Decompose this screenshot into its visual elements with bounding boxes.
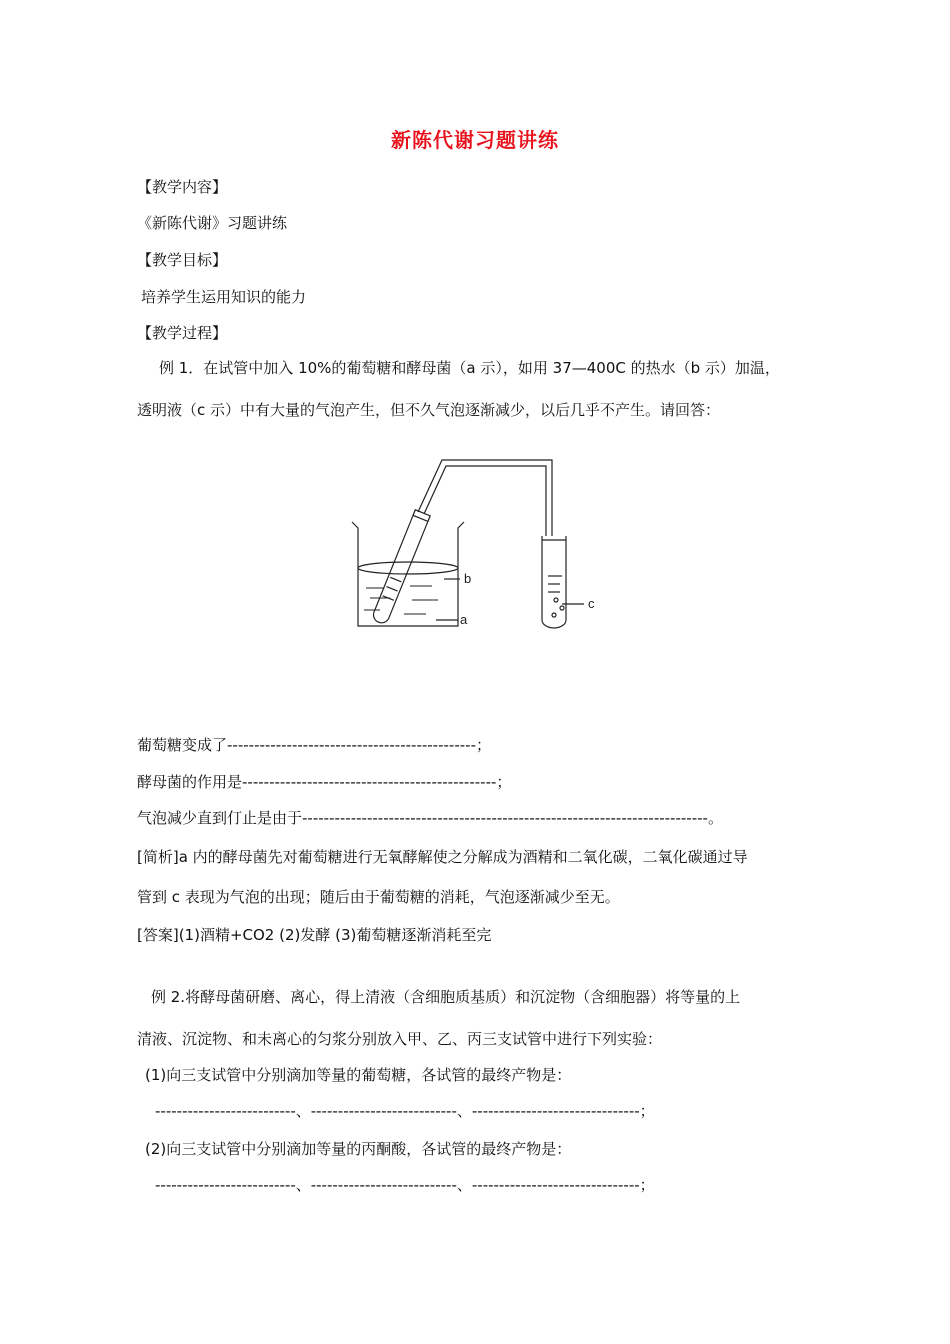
example2-question1-blanks: --------------------------、---------------------------、-------------------------------； — [155, 1102, 655, 1120]
page-title: 新陈代谢习题讲练 — [391, 128, 559, 152]
example1-question1: 葡萄糖变成了----------------------------------------------； — [137, 736, 491, 754]
content-text: 《新陈代谢》习题讲练 — [137, 214, 288, 232]
label-b: b — [464, 571, 472, 586]
example2-question2-blanks: --------------------------、---------------------------、-------------------------------； — [155, 1176, 655, 1194]
label-a: a — [460, 612, 468, 627]
test-tube-a — [371, 510, 430, 625]
example2-line1: 例 2.将酵母菌研磨、离心，得上清液（含细胞质基质）和沉淀物（含细胞器）将等量的上 — [151, 988, 741, 1006]
example1-line2: 透明液（c 示）中有大量的气泡产生，但不久气泡逐渐减少，以后几乎不产生。请回答： — [137, 401, 721, 419]
process-heading: 【教学过程】 — [137, 324, 228, 342]
example2-question2: (2)向三支试管中分别滴加等量的丙酮酸，各试管的最终产物是： — [145, 1140, 572, 1158]
apparatus-figure — [340, 450, 620, 640]
example1-question2: 酵母菌的作用是-----------------------------------------------； — [137, 773, 512, 791]
example2-question1: (1)向三支试管中分别滴加等量的葡萄糖，各试管的最终产物是： — [145, 1066, 572, 1084]
delivery-tube — [418, 460, 552, 536]
example1-analysis-line1: [简析]a 内的酵母菌先对葡萄糖进行无氧酵解使之分解成为酒精和二氧化碳，二氧化碳通过导 — [137, 848, 748, 866]
test-tube-c — [542, 536, 566, 628]
goal-text: 培养学生运用知识的能力 — [141, 288, 307, 306]
example1-question3: 气泡减少直到仃止是由于---------------------------------------------------------------------------。 — [137, 809, 723, 827]
goal-heading: 【教学目标】 — [137, 251, 228, 269]
example1-analysis-line2: 管到 c 表现为气泡的出现；随后由于葡萄糖的消耗，气泡逐渐减少至无。 — [137, 888, 620, 906]
content-heading: 【教学内容】 — [137, 178, 228, 196]
example1-line1: 例 1．在试管中加入 10%的葡萄糖和酵母菌（a 示），如用 37—400C 的热水（b 示）加温， — [159, 359, 780, 377]
example2-line2: 清液、沉淀物、和未离心的匀浆分别放入甲、乙、丙三支试管中进行下列实验： — [137, 1030, 663, 1048]
label-c: c — [588, 596, 595, 611]
example1-answer: [答案](1)酒精+CO2 (2)发酵 (3)葡萄糖逐渐消耗至完 — [137, 926, 492, 944]
